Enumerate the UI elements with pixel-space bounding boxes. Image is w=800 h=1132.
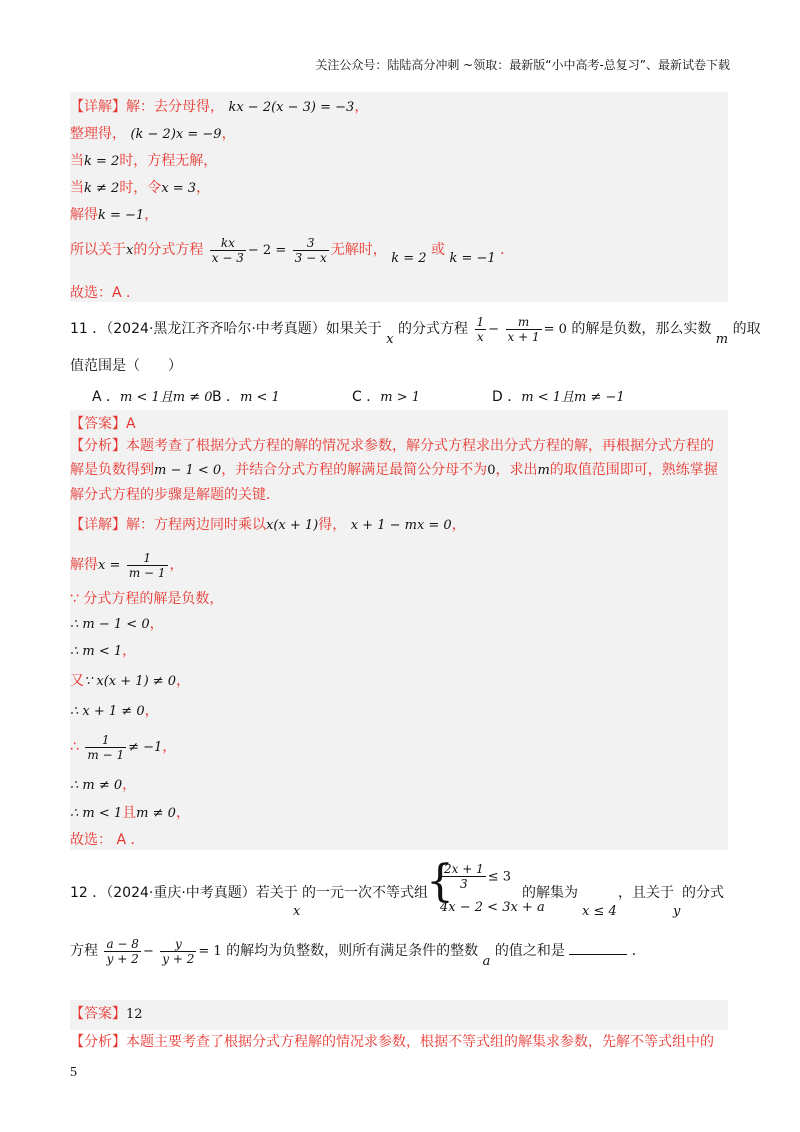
q12-var-y: y [673,904,681,919]
q10-line-1: 【详解】解：去分母得， kx − 2(x − 3) = −3， [70,99,369,115]
q11-option-d: D ．m < 1且m ≠ −1 [492,389,625,405]
q10-line-6: 所以关于x的分式方程 $\frac{kx}{x - 3}$ − 2 = $\frac{3}{3 - x}$ 无解时， k = 2 或 k = −1 ． [70,235,515,266]
q12-question-a: 12 ．（2024·重庆·中考真题）若关于 [70,885,298,901]
answer-blank[interactable] [569,942,627,955]
q11-detail-line-4: ∴ m − 1 < 0， [70,616,164,632]
q11-solution-panel [70,410,728,850]
q12-question-c: 的解集为 [522,885,578,901]
q11-detail-line-8: ∴ $\frac{1}{m - 1}$ ≠ −1， [70,732,177,762]
q12-answer: 【答案】12 [70,1006,143,1022]
q12-fraction-1: $\frac{a - 8}{y + 2}$ [106,936,139,966]
q10-line-2: 整理得， (k − 2)x = −9， [70,126,236,142]
q12-question-b: 的一元一次不等式组 [302,885,428,901]
q10-fraction-1: $\frac{kx}{x - 3}$ [211,235,244,265]
q11-option-c: C ．m > 1 [352,389,420,405]
q12-analysis-panel [70,1000,728,1050]
q11-option-b: B ．m < 1 [212,389,280,405]
q11-detail-fraction: $\frac{1}{m - 1}$ [87,732,125,762]
q12-var-x: x [293,904,301,919]
q11-detail-line-1: 【详解】解：方程两边同时乘以x(x + 1)得， x + 1 − mx = 0， [70,517,466,533]
q11-option-a: A ．m < 1且m ≠ 0 [92,389,213,405]
q12-inequality-1: $\frac{2x + 1}{3}$ ≤ 3 [444,862,512,891]
q10-line-3: 当k = 2时，方程无解， [70,153,218,169]
q11-fraction-2: $\frac{m}{x + 1}$ [507,314,540,344]
q11-detail-line-6: 又∵ x(x + 1) ≠ 0， [70,673,191,689]
q11-detail-line-3: ∵ 分式方程的解是负数， [70,591,224,607]
q11-analysis: 【分析】本题考查了根据分式方程的解的情况求参数，解分式方程求出分式方程的解，再根据分式方程的 解是负数得到m − 1 < 0，并结合分式方程的解满足最简公分母不为0，求出m的取值范围即可，熟练掌握 解分式方程的步骤是解题的关键． [70,438,718,503]
q11-question: 11 ．（2024·黑龙江齐齐哈尔·中考真题）如果关于 x 的分式方程 $\frac{1}{x}$ − $\frac{m}{x + 1}$ = 0 的解是负数，那么实数 m 的取 [70,314,761,347]
page-number: 5 [70,1065,77,1080]
q10-solution-panel [70,92,728,302]
q12-question-d: ，且关于 [618,885,674,901]
q10-detail-label: 【详解】 [70,99,126,115]
q12-analysis: 【分析】本题主要考查了根据分式方程解的情况求参数，根据不等式组的解集求参数，先解不等式组中的 [70,1034,714,1050]
q12-question-line-2: 方程 $\frac{a - 8}{y + 2}$ − $\frac{y}{y + 2}$ = 1 的解均为负整数，则所有满足条件的整数 a 的值之和是 ． [70,936,646,969]
q10-line-4: 当k ≠ 2时，令x = 3， [70,180,211,196]
q11-answer-choice: 故选： A ． [70,832,145,848]
q11-detail-line-7: ∴ x + 1 ≠ 0， [70,703,159,719]
q11-detail-line-9: ∴ m ≠ 0， [70,777,137,793]
q11-question-line-2: 值范围是（ ） [70,358,182,374]
q10-line-5: 解得k = −1， [70,207,159,223]
q12-solution-set: x ≤ 4 [582,904,617,919]
q11-answer: 【答案】A [70,416,136,432]
q11-detail-line-5: ∴ m < 1， [70,643,137,659]
page-header: 关注公众号：陆陆高分冲刺 ~领取：最新版“小中高考-总复习”、最新试卷下载 [315,58,730,72]
q11-fraction-1: $\frac{1}{x}$ [476,314,485,344]
q12-inequality-2: 4x − 2 < 3x + a [440,900,545,915]
q12-fraction-2: $\frac{y}{y + 2}$ [162,936,195,966]
system-brace: { [426,856,454,907]
q11-detail-line-2: 解得x = $\frac{1}{m - 1}$ ， [70,550,184,580]
q12-question-e: 的分式 [682,885,724,901]
q11-detail-line-10: ∴ m < 1且m ≠ 0， [70,805,190,821]
q10-answer-choice: 故选：A ． [70,285,141,301]
q11-solution-fraction: $\frac{1}{m - 1}$ [128,550,166,580]
q10-fraction-2: $\frac{3}{3 - x}$ [294,235,327,265]
